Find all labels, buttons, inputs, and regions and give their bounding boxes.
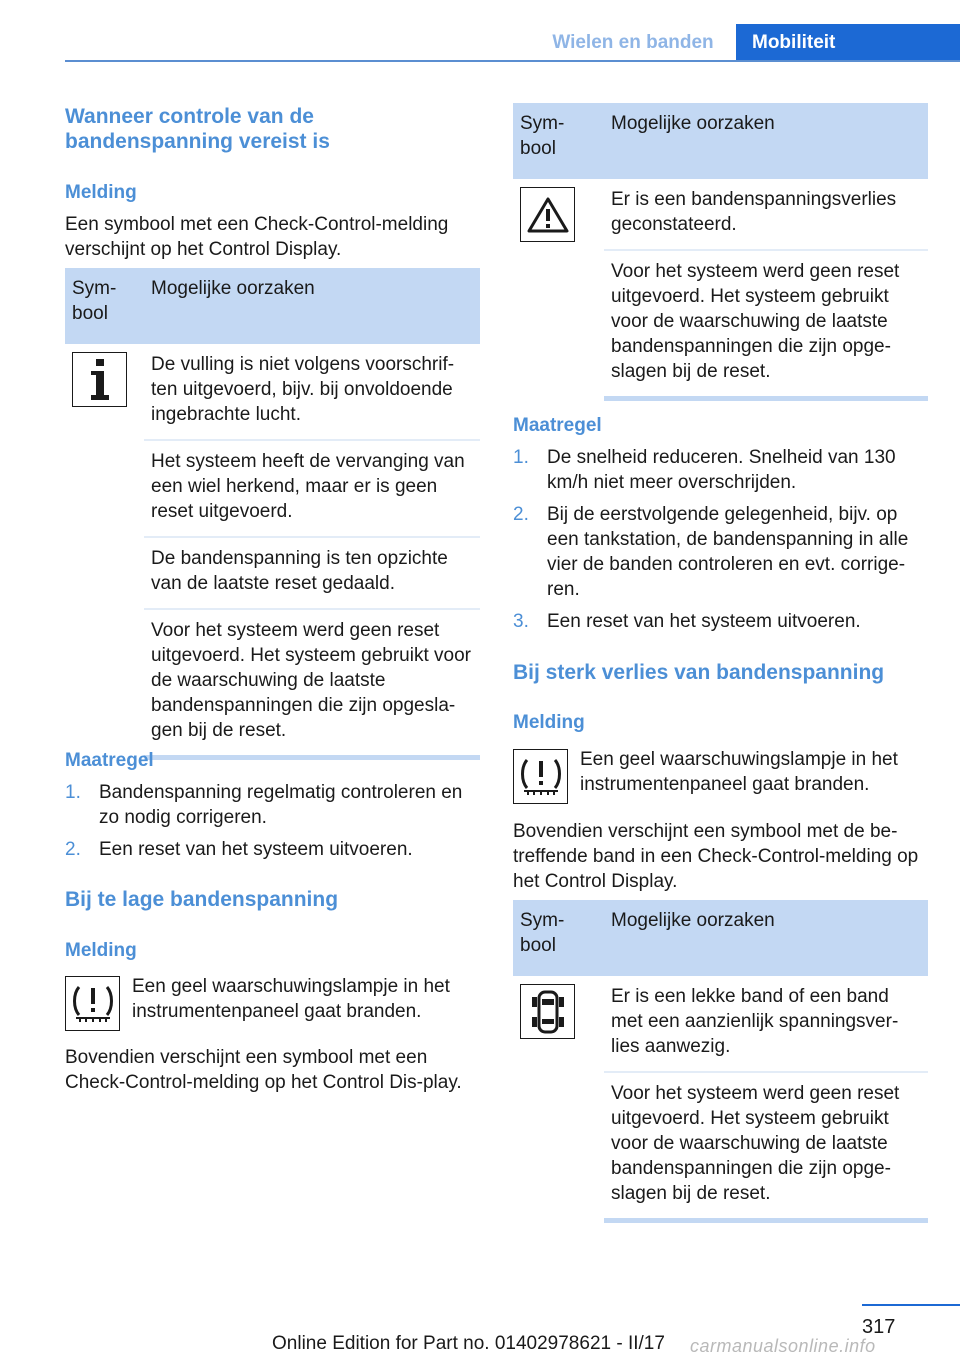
- low-pressure-title: Bij te lage bandenspanning: [65, 888, 339, 911]
- warning-lamp-row: [65, 974, 480, 1031]
- tire-pressure-warning-icon: [513, 749, 568, 804]
- low-after-text: Bovendien verschijnt een symbool met een Check-Control-melding op het Control Dis-play.: [65, 1047, 462, 1093]
- col-symbol-header: Sym- bool: [65, 268, 144, 344]
- maatregel-heading: Maatregel: [513, 415, 602, 436]
- melding-heading: Melding: [65, 182, 137, 203]
- step-item: 2. Een reset van het systeem uitvoeren.: [65, 839, 413, 860]
- tire-pressure-warning-icon: [65, 976, 120, 1031]
- cause-row: Er is een lekke band of een band met een aanzienlijk spanningsver-lies aanwezig.: [611, 986, 899, 1057]
- watermark: carmanualsonline.info: [690, 1336, 876, 1356]
- strong-after-text: Bovendien verschijnt een symbool met de be-treffende band in een Check-Control-melding op het Control Display.: [513, 821, 919, 892]
- symbol-table-1: [65, 268, 480, 760]
- info-icon: [72, 352, 127, 407]
- warning-lamp-text: Een geel waarschuwingslampje in het instrumentenpaneel gaat branden.: [580, 749, 898, 795]
- step-item: 1. De snelheid reduceren. Snelheid van 130 km/h niet meer overschrijden.: [513, 447, 896, 493]
- warning-lamp-row: [513, 747, 928, 804]
- car-tire-icon: [520, 984, 575, 1039]
- header-rule: [65, 60, 960, 62]
- maatregel-heading: Maatregel: [65, 750, 154, 771]
- step-item: 1. Bandenspanning regelmatig controleren en zo nodig corrigeren.: [65, 782, 463, 828]
- cause-row: Voor het systeem werd geen reset uitgevoerd. Het systeem gebruikt voor de waarschuwing de laatste bandenspanningen die zijn opge-slagen bij de reset.: [604, 250, 928, 399]
- chapter-tab[interactable]: Mobiliteit: [736, 24, 960, 62]
- col-causes-header: Mogelijke oorzaken: [604, 103, 928, 179]
- symbol-cell: [65, 344, 144, 758]
- steps-list: [65, 780, 480, 869]
- melding-heading: Melding: [513, 712, 585, 733]
- warning-lamp-text: Een geel waarschuwingslampje in het instrumentenpaneel gaat branden.: [132, 976, 450, 1022]
- symbol-table-2: [513, 103, 928, 401]
- col-causes-header: Mogelijke oorzaken: [604, 900, 928, 976]
- symbol-table-3: [513, 900, 928, 1223]
- intro-text: Een symbool met een Check-Control-melding verschijnt op het Control Display.: [65, 214, 449, 260]
- page-number: 317: [862, 1316, 896, 1338]
- warning-triangle-icon: [520, 187, 575, 242]
- footer-rule: [862, 1304, 960, 1306]
- strong-loss-title: Bij sterk verlies van bandenspanning: [513, 661, 885, 684]
- step-item: 3. Een reset van het systeem uitvoeren.: [513, 611, 861, 632]
- melding-heading: Melding: [65, 940, 137, 961]
- cause-row: Voor het systeem werd geen reset uitgevoerd. Het systeem gebruikt voor de waarschuwing de laatste bandenspanningen die zijn opge-slagen bij de reset.: [604, 1072, 928, 1221]
- section-title: Wanneer controle van de bandenspanning vereist is: [65, 105, 330, 153]
- steps-list: [513, 445, 928, 641]
- symbol-cell: [513, 976, 604, 1221]
- cause-row: Er is een bandenspanningsverlies geconstateerd.: [611, 189, 897, 235]
- step-item: 2. Bij de eerstvolgende gelegenheid, bijv. op een tankstation, de bandenspanning in alle vier de banden controleren en evt. corrige-ren.: [513, 504, 909, 600]
- cause-row: Voor het systeem werd geen reset uitgevoerd. Het systeem gebruikt voor de waarschuwing de laatste bandenspanningen die zijn opgesla-gen bij de reset.: [144, 609, 480, 758]
- cause-row: Het systeem heeft de vervanging van een wiel herkend, maar er is geen reset uitgevoerd.: [144, 440, 480, 537]
- cause-row: De bandenspanning is ten opzichte van de laatste reset gedaald.: [144, 537, 480, 609]
- col-symbol-header: Sym- bool: [513, 900, 604, 976]
- symbol-cell: [513, 179, 604, 399]
- col-symbol-header: Sym- bool: [513, 103, 604, 179]
- col-causes-header: Mogelijke oorzaken: [144, 268, 480, 344]
- chapter-title: Wielen en banden: [552, 32, 714, 53]
- edition-text: Online Edition for Part no. 01402978621 - II/17: [272, 1333, 665, 1354]
- cause-row: De vulling is niet volgens voorschrif-ten uitgevoerd, bijv. bij onvoldoende ingebrachte lucht.: [151, 354, 455, 425]
